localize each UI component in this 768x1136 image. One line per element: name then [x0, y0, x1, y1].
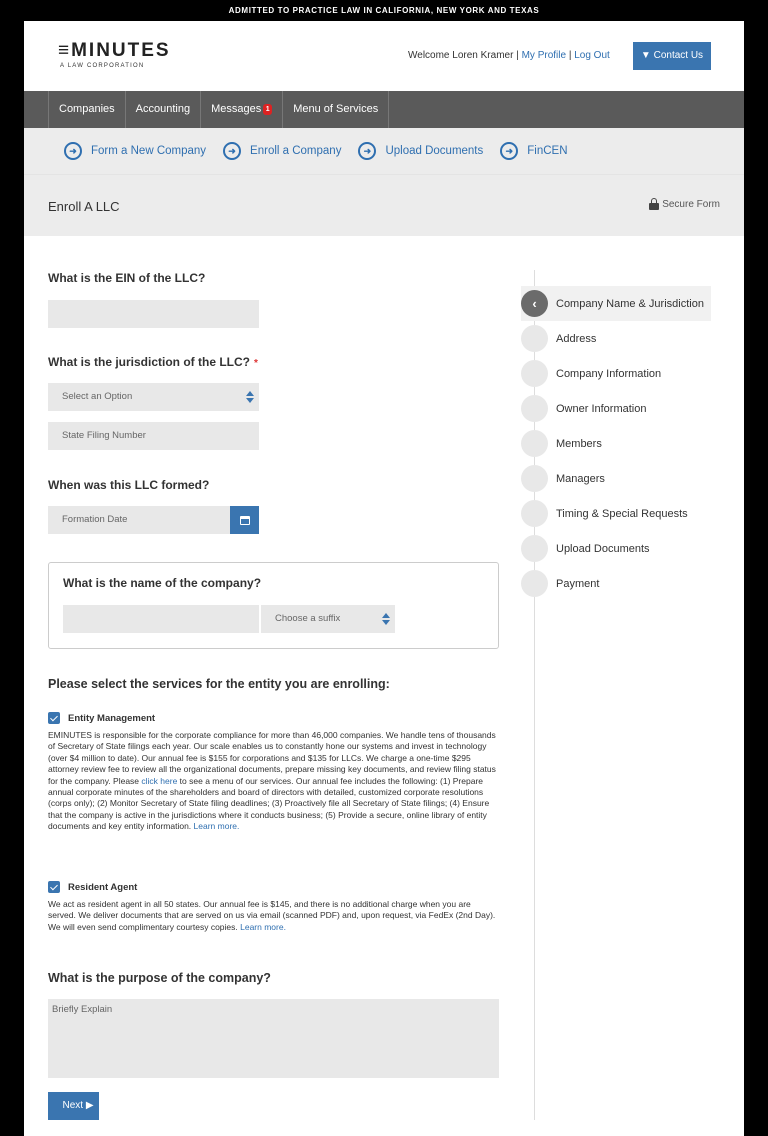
- step-managers[interactable]: [521, 461, 711, 496]
- lock-icon: [649, 198, 659, 210]
- purpose-textarea[interactable]: Briefly Explain: [48, 999, 499, 1078]
- separator: |: [568, 50, 572, 61]
- subnav-label: Upload Documents: [385, 145, 484, 157]
- checkbox-checked[interactable]: [48, 881, 60, 893]
- nav-companies[interactable]: [48, 91, 125, 128]
- logo-tagline: A LAW CORPORATION: [60, 63, 145, 69]
- subnav-form-new-company[interactable]: [64, 142, 206, 160]
- page-title: Enroll A LLC: [48, 199, 120, 214]
- secure-form-indicator: [649, 198, 720, 210]
- subnav-label: Form a New Company: [91, 145, 207, 157]
- desc-text: We act as resident agent in all 50 states. Our annual fee is $145, and there is no additional charge when you are served. We deliver documents that are served on us via email (scanned PDF) and, upon request, via FedEx (2nd Day). We will even send complimentary courtesy copies.: [48, 899, 496, 932]
- subnav-fincen[interactable]: [500, 142, 567, 160]
- ein-question: What is the EIN of the LLC?: [48, 271, 206, 285]
- placeholder: Formation Date: [62, 514, 128, 525]
- circle-arrow-right-icon: ➜: [223, 142, 241, 160]
- step-label: Managers: [556, 472, 605, 485]
- nav-label: Messages: [211, 103, 262, 115]
- step-label: Payment: [556, 577, 600, 590]
- step-label: Owner Information: [556, 402, 647, 415]
- jurisdiction-question: [48, 355, 258, 369]
- nav-menu-of-services[interactable]: [282, 91, 389, 128]
- circle-arrow-right-icon: ➜: [500, 142, 518, 160]
- step-label: Company Name & Jurisdiction: [556, 297, 704, 310]
- step-members[interactable]: [521, 426, 711, 461]
- title-bar: [24, 174, 744, 236]
- company-name-question: What is the name of the company?: [63, 576, 262, 590]
- logo[interactable]: [58, 41, 171, 69]
- service-label: Resident Agent: [68, 881, 138, 893]
- step-label: Timing & Special Requests: [556, 507, 688, 520]
- message-count-badge: 1: [263, 104, 272, 115]
- step-timing-special-requests[interactable]: [521, 496, 711, 531]
- required-mark: *: [254, 358, 258, 369]
- enroll-form: [48, 237, 500, 1127]
- step-label: Company Information: [556, 367, 662, 380]
- header: [24, 21, 744, 91]
- select-value: Choose a suffix: [275, 613, 341, 624]
- nav-messages[interactable]: [200, 91, 282, 128]
- separator: |: [516, 50, 519, 61]
- step-company-information[interactable]: [521, 356, 711, 391]
- question-text: What is the jurisdiction of the LLC?: [48, 355, 250, 369]
- select-arrows-icon: [382, 613, 390, 625]
- nav-accounting[interactable]: [125, 91, 200, 128]
- step-owner-information[interactable]: [521, 391, 711, 426]
- step-payment[interactable]: [521, 566, 711, 601]
- formed-question: When was this LLC formed?: [48, 478, 210, 492]
- service-description: [48, 730, 500, 833]
- nav-label: Companies: [59, 103, 115, 115]
- next-button[interactable]: Next ▶: [48, 1092, 99, 1120]
- subnav-label: Enroll a Company: [250, 145, 342, 157]
- calendar-button[interactable]: [230, 506, 259, 534]
- purpose-question: What is the purpose of the company?: [48, 971, 271, 985]
- my-profile-link[interactable]: My Profile: [521, 50, 567, 61]
- user-greeting: [408, 50, 610, 61]
- contact-us-button[interactable]: ▼ Contact Us: [633, 42, 711, 70]
- checkbox-checked[interactable]: [48, 712, 60, 724]
- step-dot-icon: [521, 465, 548, 492]
- main-nav: [24, 91, 744, 128]
- learn-more-link[interactable]: Learn more.: [240, 921, 286, 932]
- step-dot-icon: [521, 570, 548, 597]
- step-label: Members: [556, 437, 602, 450]
- subnav-label: FinCEN: [527, 145, 568, 157]
- step-dot-icon: [521, 395, 548, 422]
- step-company-name-jurisdiction[interactable]: [521, 286, 711, 321]
- log-out-link[interactable]: Log Out: [574, 50, 610, 61]
- services-question: Please select the services for the entity you are enrolling:: [48, 677, 390, 691]
- step-address[interactable]: [521, 321, 711, 356]
- welcome-text: Welcome Loren Kramer: [408, 50, 514, 61]
- step-dot-icon: [521, 500, 548, 527]
- service-resident-agent: [48, 881, 500, 933]
- logo-wordmark: ≡MINUTES: [58, 40, 171, 61]
- company-name-input[interactable]: [63, 605, 259, 633]
- subnav-upload-documents[interactable]: [358, 142, 483, 160]
- state-filing-number-input[interactable]: State Filing Number: [48, 422, 259, 450]
- jurisdiction-select[interactable]: [48, 383, 259, 411]
- circle-arrow-right-icon: ➜: [358, 142, 376, 160]
- back-chevron-icon: ‹: [521, 290, 548, 317]
- step-upload-documents[interactable]: [521, 531, 711, 566]
- desc-text: to see a menu of our services. Our annual fee includes the following: (1) Prepare annual corporate minutes of the shareholders and board of directors with detailed, customized corporate resolutions (corps only); (2) Monitor Secretary of State filing deadlines; (3) Proactively file all Secretary of State filings; (4) Ensure that the company is active in the jurisdictions where it conducts business; (5) Provide a secure, online library of entity documents and key entity information.: [48, 775, 490, 832]
- suffix-select[interactable]: [261, 605, 395, 633]
- click-here-link[interactable]: click here: [141, 775, 178, 786]
- step-label: Address: [556, 332, 597, 345]
- sub-nav: [24, 128, 744, 174]
- service-entity-management: [48, 712, 500, 833]
- step-dot-icon: [521, 430, 548, 457]
- select-arrows-icon: [246, 391, 254, 403]
- step-label: Upload Documents: [556, 542, 650, 555]
- step-dot-icon: [521, 360, 548, 387]
- admission-banner: ADMITTED TO PRACTICE LAW IN CALIFORNIA, NEW YORK AND TEXAS: [0, 0, 768, 21]
- nav-label: Accounting: [135, 103, 191, 115]
- ein-input[interactable]: [48, 300, 259, 328]
- step-dot-icon: [521, 325, 548, 352]
- circle-arrow-right-icon: ➜: [64, 142, 82, 160]
- calendar-icon: [240, 516, 250, 525]
- step-dot-icon: [521, 535, 548, 562]
- desc-text: EMINUTES is responsible for the corporate compliance for more than 46,000 companies. We handle tens of thousands of Secretary of State filings each year. Our scale enables us to constantly hone our systems and invest in technology (over $4 million to date). Our annual fee is $155 for corporations and $135 for LLCs. We charge a one-time $295 attorney review fee to review all the organizational documents, prepare missing key documents, and review filing status for the company. Please: [48, 730, 496, 786]
- formation-date-input[interactable]: [48, 506, 259, 534]
- select-value: Select an Option: [62, 391, 133, 402]
- company-name-panel: [48, 562, 499, 649]
- secure-label: Secure Form: [662, 198, 720, 210]
- resident-agent-checkbox-row[interactable]: [48, 881, 500, 893]
- learn-more-link[interactable]: Learn more.: [193, 821, 240, 832]
- entity-management-checkbox-row[interactable]: [48, 712, 500, 724]
- service-label: Entity Management: [68, 712, 156, 724]
- subnav-enroll-company[interactable]: [223, 142, 341, 160]
- nav-label: Menu of Services: [293, 103, 379, 115]
- service-description: [48, 899, 500, 933]
